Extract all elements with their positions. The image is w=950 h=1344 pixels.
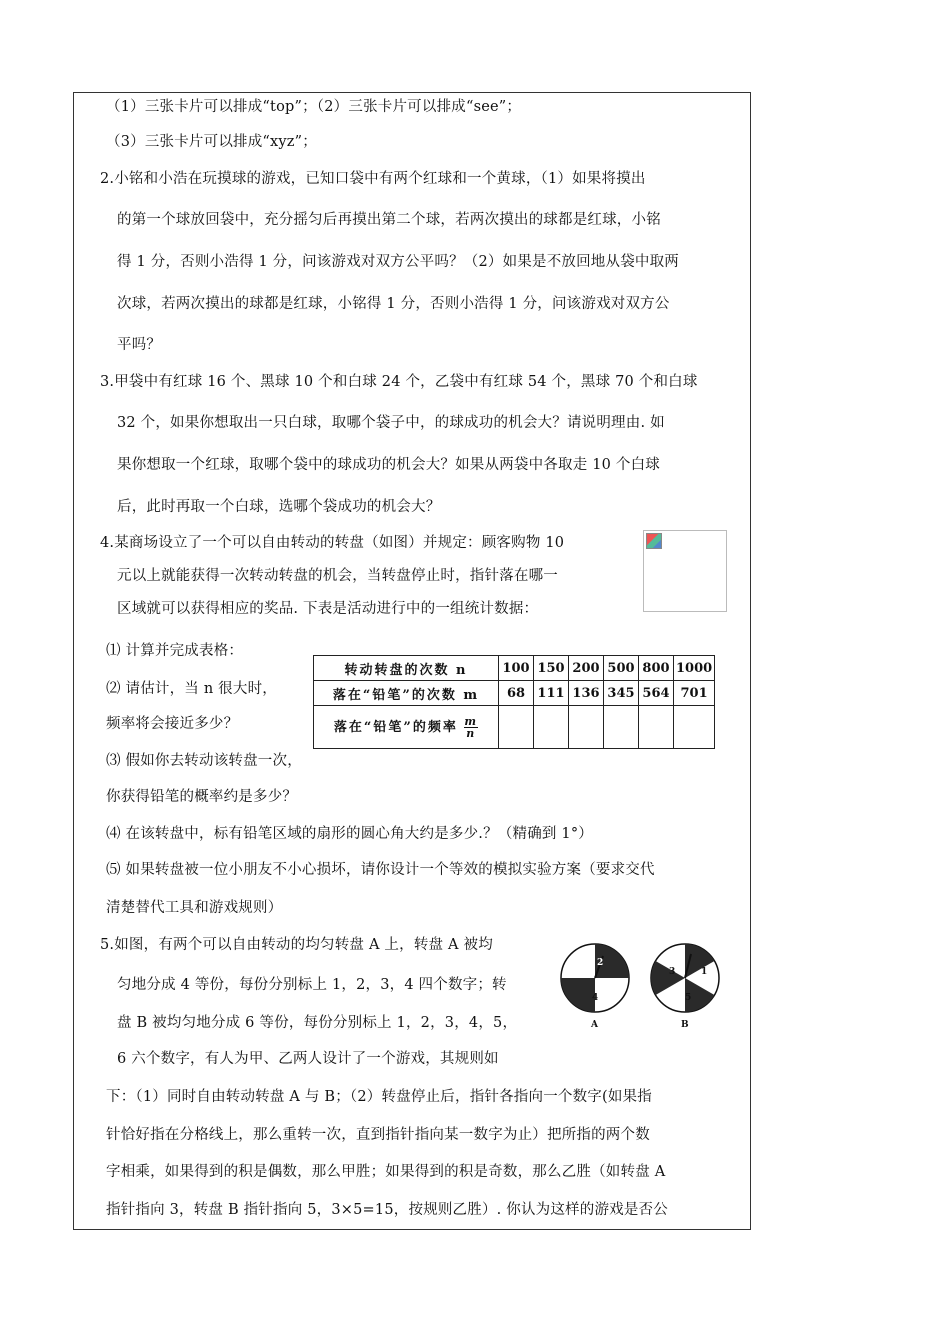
text-line: 次球，若两次摸出的球都是红球，小铭得 1 分，否则小浩得 1 分，问该游戏对双方公 (117, 296, 670, 312)
text-line: 盘 B 被均匀地分成 6 等份，每份分别标上 1，2，3，4，5， (117, 1015, 518, 1031)
table-cell-empty (569, 706, 604, 749)
table-header-cell: 转动转盘的次数 n (314, 656, 499, 681)
text-line: 后，此时再取一个白球，选哪个袋成功的机会大？ (117, 499, 441, 515)
text-line: 32 个，如果你想取出一只白球，取哪个袋子中，的球成功的机会大？请说明理由. 如 (117, 415, 665, 431)
table-cell: 150 (534, 656, 569, 681)
spinner-b-number: 1 (701, 967, 708, 977)
table-cell: 1000 (674, 656, 715, 681)
table-cell-empty (639, 706, 674, 749)
table-cell: 136 (569, 681, 604, 706)
spinner-a-number: 2 (597, 958, 604, 968)
text-line: 下：（1）同时自由转动转盘 A 与 B；（2）转盘停止后，指针各指向一个数字(如果指 (106, 1089, 652, 1105)
text-line: 指针指向 3，转盘 B 指针指向 5，3×5=15，按规则乙胜）. 你认为这样的游戏是否公 (106, 1202, 668, 1218)
text-line: 元以上就能获得一次转动转盘的机会，当转盘停止时，指针落在哪一 (117, 568, 558, 584)
table-cell: 68 (499, 681, 534, 706)
text-line: 你获得铅笔的概率约是多少？ (106, 789, 298, 805)
text-line: 频率将会接近多少？ (106, 716, 239, 732)
table-cell-empty (604, 706, 639, 749)
table-cell: 500 (604, 656, 639, 681)
table-cell-empty (534, 706, 569, 749)
text-line: 果你想取一个红球，取哪个袋中的球成功的机会大？如果从两袋中各取走 10 个白球 (117, 457, 660, 473)
table-header-cell (314, 706, 499, 749)
text-line: 的第一个球放回袋中，充分摇匀后再摸出第二个球，若两次摸出的球都是红球，小铭 (117, 212, 661, 228)
table-cell: 100 (499, 656, 534, 681)
table-cell: 345 (604, 681, 639, 706)
table-cell: 701 (674, 681, 715, 706)
spinner-b-number: 5 (685, 993, 692, 1003)
table-cell: 200 (569, 656, 604, 681)
question-5: 5.如图，有两个可以自由转动的均匀转盘 A 上，转盘 A 被均 (100, 937, 493, 953)
text-line: （3）三张卡片可以排成“xyz”； (106, 134, 317, 150)
fraction-denominator: n (466, 726, 477, 740)
text-line: 得 1 分，否则小浩得 1 分，问该游戏对双方公平吗？（2）如果是不放回地从袋中取两 (117, 254, 680, 270)
table-row (314, 706, 715, 749)
text-line: 针恰好指在分格线上，那么重转一次，直到指针指向某一数字为止）把所指的两个数 (106, 1127, 650, 1143)
fraction (464, 716, 478, 739)
text-line: 平吗？ (117, 337, 162, 353)
question-3: 3.甲袋中有红球 16 个、黑球 10 个和白球 24 个，乙袋中有红球 54 个，黑球 70 个和白球 (100, 374, 698, 390)
spinner-b-label: B (681, 1020, 689, 1030)
table-cell: 564 (639, 681, 674, 706)
text-line: （1）三张卡片可以排成“top”；（2）三张卡片可以排成“see”； (106, 99, 522, 115)
sub-question-5: ⑸ 如果转盘被一位小朋友不小心损坏，请你设计一个等效的模拟实验方案（要求交代 (106, 862, 655, 878)
text-line: 区域就可以获得相应的奖品. 下表是活动进行中的一组统计数据： (117, 601, 539, 617)
sub-question-3: ⑶ 假如你去转动该转盘一次， (106, 753, 302, 769)
text-line: 匀地分成 4 等份，每份分别标上 1，2，3，4 四个数字；转 (117, 977, 507, 993)
text-line: 6 六个数字，有人为甲、乙两人设计了一个游戏，其规则如 (117, 1051, 499, 1067)
sub-question-1: ⑴ 计算并完成表格： (106, 643, 244, 659)
text-line: 清楚替代工具和游戏规则） (106, 900, 283, 916)
broken-image-icon (646, 533, 662, 549)
text-line: 字相乘，如果得到的积是偶数，那么甲胜；如果得到的积是奇数，那么乙胜（如转盘 A (106, 1164, 666, 1180)
table-cell: 111 (534, 681, 569, 706)
fraction-numerator: m (464, 714, 479, 728)
question-2: 2.小铭和小浩在玩摸球的游戏，已知口袋中有两个红球和一个黄球，（1）如果将摸出 (100, 171, 646, 187)
spinner-image-placeholder (643, 530, 727, 612)
table-row (314, 681, 715, 706)
spinners-figure (553, 942, 733, 1030)
statistics-table (313, 655, 715, 749)
table-row (314, 656, 715, 681)
spinner-a (561, 944, 629, 1030)
frequency-label: 落在“铅笔”的频率 (333, 719, 458, 735)
spinner-b-number: 3 (669, 967, 676, 977)
table-cell-empty (499, 706, 534, 749)
table-cell-empty (674, 706, 715, 749)
spinner-b (651, 944, 719, 1030)
spinner-a-number: 4 (592, 993, 599, 1003)
table-cell: 800 (639, 656, 674, 681)
spinner-a-label: A (591, 1020, 598, 1030)
table-header-cell: 落在“铅笔”的次数 m (314, 681, 499, 706)
question-4: 4.某商场设立了一个可以自由转动的转盘（如图）并规定：顾客购物 10 (100, 535, 565, 551)
sub-question-2: ⑵ 请估计，当 n 很大时， (106, 681, 277, 697)
sub-question-4: ⑷ 在该转盘中，标有铅笔区域的扇形的圆心角大约是多少.？（精确到 1°） (106, 826, 593, 842)
